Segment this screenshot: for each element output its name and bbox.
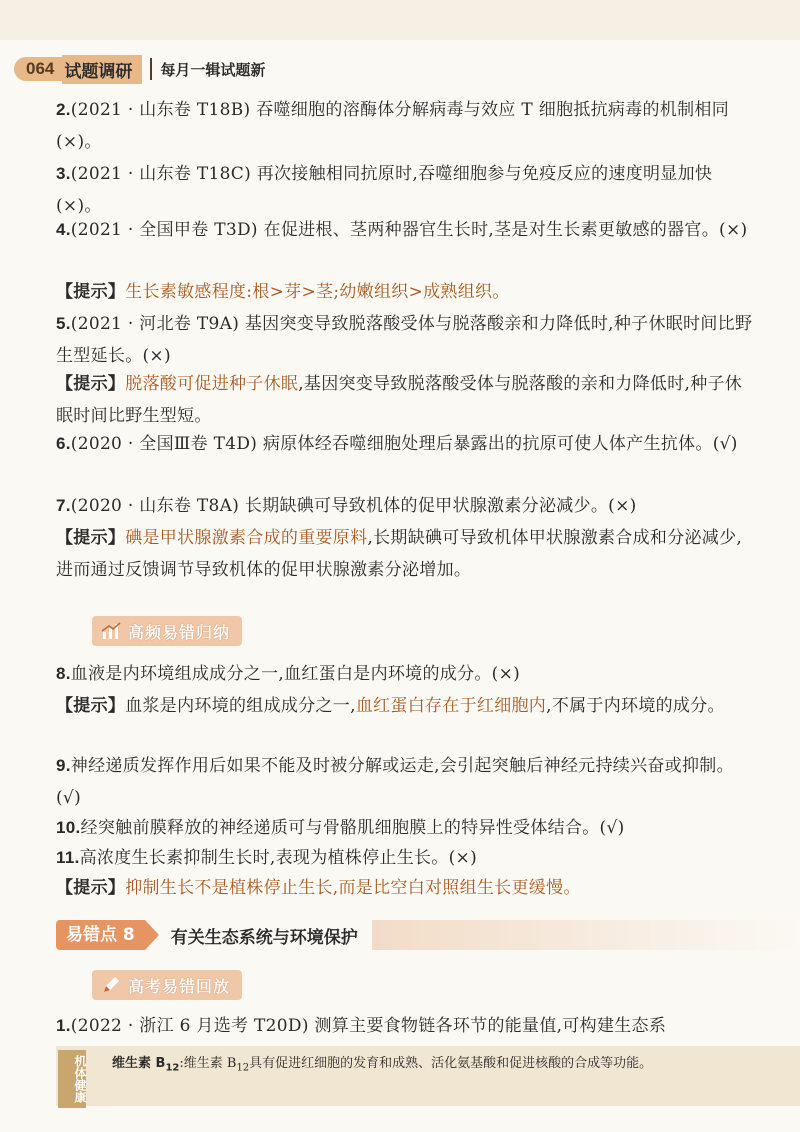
item-9: 9.神经递质发挥作用后如果不能及时被分解或运走,会引起突触后神经元持续兴奋或抑制。(√) <box>56 756 734 808</box>
item-5: 5.(2021 · 河北卷 T9A) 基因突变导致脱落酸受体与脱落酸亲和力降低时,种子休眠时间比野生型延长。(×) <box>56 314 753 366</box>
header-divider <box>150 58 152 80</box>
section-bar <box>372 920 800 950</box>
section-heading: 有关生态系统与环境保护 <box>170 927 358 948</box>
banner-label: 高频易错归纳 <box>128 622 231 642</box>
item-7: 7.(2020 · 山东卷 T8A) 长期缺碘可导致机体的促甲状腺激素分泌减少。(×) <box>56 496 637 516</box>
footer-note: 维生素 $B_{12}$:维生素 $B_{12}$具有促进红细胞的发育和成熟、活化氨基酸和促进核酸的合成等功能。 <box>112 1056 653 1074</box>
tip-label: 【提示】 <box>56 696 126 716</box>
banner-exam-replay <box>92 970 242 1000</box>
item-3: 3.(2021 · 山东卷 T18C) 再次接触相同抗原时,吞噬细胞参与免疫反应的速度明显加快(×)。 <box>56 164 713 216</box>
tip-item-8: 【提示】血浆是内环境的组成成分之一,血红蛋白存在于红细胞内,不属于内环境的成分。 <box>56 696 725 716</box>
header-subtitle: 每月一辑试题新 <box>160 60 266 79</box>
chevron-right-icon <box>145 920 159 950</box>
tip-label: 【提示】 <box>56 282 126 302</box>
chart-icon <box>100 620 122 642</box>
page-number: 064 <box>14 57 62 81</box>
section-label: 易错点 8 <box>56 920 145 950</box>
section-title: 试题调研 <box>62 55 142 84</box>
footer-term: 维生素 $B_{12}$ <box>112 1056 180 1074</box>
tip-label: 【提示】 <box>56 528 126 548</box>
item-1: 1.(2022 · 浙江 6 月选考 T20D) 测算主要食物链各环节的能量值,可构建生态系 <box>56 1016 667 1036</box>
banner-high-frequency <box>92 616 242 646</box>
page-header <box>14 56 265 82</box>
item-4: 4.(2021 · 全国甲卷 T3D) 在促进根、茎两种器官生长时,茎是对生长素更敏感的器官。(×) <box>56 220 748 240</box>
pencil-icon <box>100 974 122 996</box>
banner-label: 高考易错回放 <box>128 976 231 996</box>
tip-item-5: 【提示】脱落酸可促进种子休眠,基因突变导致脱落酸受体与脱落酸的亲和力降低时,种子休眠时间比野生型短。 <box>56 374 743 426</box>
tip-label: 【提示】 <box>56 374 126 394</box>
tip-item-4: 【提示】生长素敏感程度:根>芽>茎;幼嫩组织>成熟组织。 <box>56 282 510 302</box>
tip-item-11: 【提示】抑制生长不是植株停止生长,而是比空白对照组生长更缓慢。 <box>56 878 581 898</box>
top-band <box>0 0 800 40</box>
item-11: 11.高浓度生长素抑制生长时,表现为植株停止生长。(×) <box>56 848 478 868</box>
item-10: 10.经突触前膜释放的神经递质可与骨骼肌细胞膜上的特异性受体结合。(√) <box>56 818 625 838</box>
item-6: 6.(2020 · 全国Ⅲ卷 T4D) 病原体经吞噬细胞处理后暴露出的抗原可使人体产生抗体。(√) <box>56 434 738 454</box>
item-8: 8.血液是内环境组成成分之一,血红蛋白是内环境的成分。(×) <box>56 664 521 684</box>
tip-item-7: 【提示】碘是甲状腺激素合成的重要原料,长期缺碘可导致机体甲状腺激素合成和分泌减少,进而通过反馈调节导致机体的促甲状腺激素分泌增加。 <box>56 528 743 580</box>
error-point-section <box>56 920 800 950</box>
footer-side-label: 机体健康 <box>58 1050 86 1108</box>
item-2: 2.(2021 · 山东卷 T18B) 吞噬细胞的溶酶体分解病毒与效应 T 细胞抵抗病毒的机制相同(×)。 <box>56 100 730 152</box>
tip-label: 【提示】 <box>56 878 126 898</box>
